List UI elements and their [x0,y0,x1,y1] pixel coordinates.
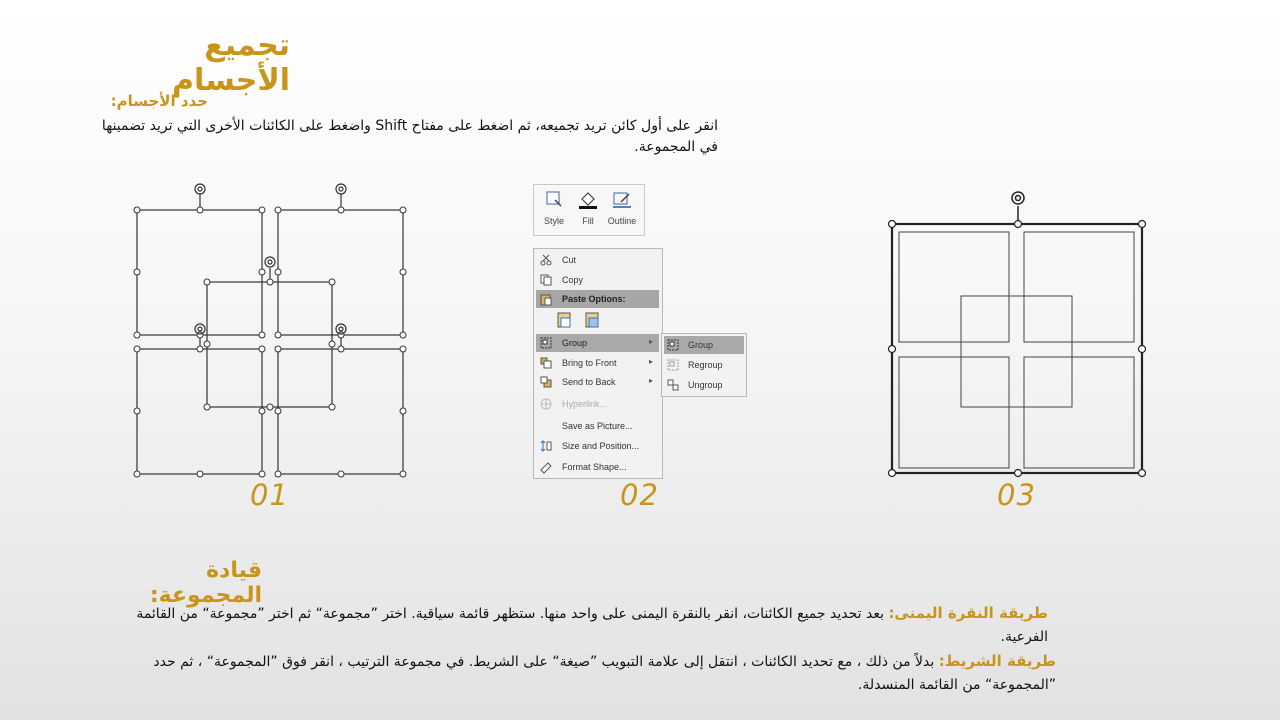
menu-item-send-to-back[interactable] [536,373,659,391]
submenu-item-ungroup-label: Ungroup [688,380,723,390]
group-icon [540,337,552,349]
style-icon [544,189,564,209]
paste-picture-icon [584,311,602,329]
ribbon-method-label: طريقة الشريط: [938,652,1056,670]
outline-pen-icon [612,189,632,209]
menu-item-save-as-picture[interactable] [536,417,659,435]
mini-toolbar [533,184,645,236]
submenu-item-group-label: Group [688,340,714,350]
menu-item-cut[interactable] [536,251,659,269]
chevron-right-icon: ▸ [648,337,653,346]
ribbon-method-paragraph [100,650,1056,697]
copy-icon [540,274,552,286]
select-objects-heading: حدد الأجسام: [110,92,208,110]
submenu-item-ungroup[interactable] [664,376,744,394]
menu-item-size-and-position[interactable] [536,437,659,455]
style-label: Style [543,216,564,226]
style-button[interactable] [538,189,570,226]
outline-button[interactable] [606,189,638,226]
menu-item-send-to-back-label: Send to Back [562,377,616,387]
scissors-icon [540,254,552,266]
right-click-method-label: طريقة النقرة اليمنى: [888,604,1048,622]
menu-item-group-label: Group [562,338,588,348]
paste-icon [540,293,552,305]
paste-options-header [536,290,659,308]
menu-item-hyperlink-label: Hyperlink... [562,399,608,409]
page-title: تجميع الأجسام [171,28,290,98]
paste-keep-source-icon [556,311,574,329]
regroup-icon [667,359,679,371]
menu-item-save-as-picture-label: Save as Picture... [562,421,633,431]
menu-item-copy[interactable] [536,271,659,289]
format-shape-icon [540,461,552,473]
ribbon-method-text: بدلاً من ذلك ، مع تحديد الكائنات ، انتقل إلى علامة التبويب ”صيغة“ على الشريط. في مجموعة الترتيب ، انقر فوق ”المجموعة“ ، ثم حدد ”المجموعة“ من القائمة المنسدلة. [153,654,1056,693]
right-click-method-paragraph [100,602,1048,649]
step-number-01: 01 [250,478,289,512]
menu-item-copy-label: Copy [562,275,584,285]
menu-item-bring-to-front[interactable] [536,354,659,372]
step-number-02: 02 [620,478,659,512]
send-to-back-icon [540,376,552,388]
paint-bucket-icon [578,189,598,209]
submenu-item-regroup[interactable] [664,356,744,374]
illustration-grouped-shapes [886,188,1146,478]
menu-item-cut-label: Cut [562,255,577,265]
size-position-icon [540,440,552,452]
menu-item-size-and-position-label: Size and Position... [562,441,640,451]
paste-options-label: Paste Options: [562,294,626,304]
bring-to-front-icon [540,357,552,369]
menu-item-bring-to-front-label: Bring to Front [562,358,617,368]
group-submenu [661,333,747,397]
select-objects-text: انقر على أول كائن تريد تجميعه، ثم اضغط على مفتاح Shift واضغط على الكائنات الأخرى التي تريد تضمينها في المجموعة. [101,118,718,155]
outline-label: Outline [607,216,637,226]
chevron-right-icon: ▸ [648,376,653,385]
submenu-item-regroup-label: Regroup [688,360,723,370]
lead-group-heading: قيادة المجموعة: [149,558,262,608]
menu-item-format-shape[interactable] [536,458,659,476]
chevron-right-icon: ▸ [648,357,653,366]
step-number-03: 03 [997,478,1036,512]
menu-item-format-shape-label: Format Shape... [562,462,627,472]
ungroup-icon [667,379,679,391]
submenu-item-group[interactable] [664,336,744,354]
fill-button[interactable] [572,189,604,226]
context-menu [533,248,663,479]
illustration-selected-shapes [130,180,410,480]
menu-item-hyperlink[interactable] [536,395,659,413]
group-icon [667,339,679,351]
menu-item-group[interactable] [536,334,659,352]
right-click-method-text: بعد تحديد جميع الكائنات، انقر بالنقرة اليمنى على واحد منها. ستظهر قائمة سياقية. اختر ”مجموعة“ ثم اختر ”مجموعة“ من القائمة الفرعية. [136,606,1048,645]
hyperlink-icon [540,398,552,410]
fill-label: Fill [582,216,594,226]
